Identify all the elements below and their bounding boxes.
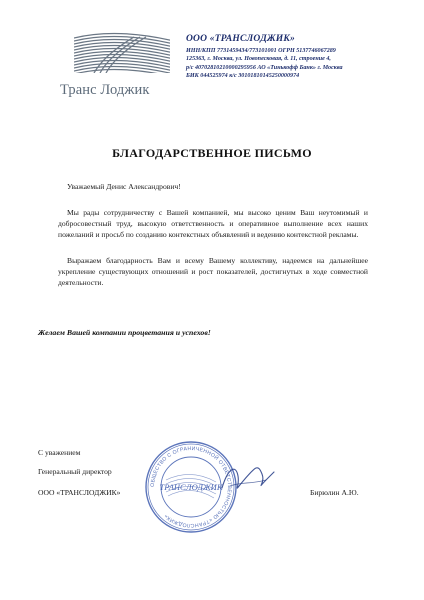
requisites-line: ИНН/КПП 7731459434/773101001 ОГРН 5137746067289 <box>186 48 336 54</box>
signer-name: Бирюлин А.Ю. <box>310 488 359 497</box>
signer-company: ООО «ТРАНСЛОДЖИК» <box>38 488 121 497</box>
requisites-line: БИК 044525974 к/с 30101810145250000974 <box>186 72 300 79</box>
header-company-name: ООО «ТРАНСЛОДЖИК» <box>186 34 295 44</box>
body-paragraph-1: Мы рады сотрудничеству с Вашей компанией, мы высоко ценим Ваш неутомимый и добросовестный труд, высокую ответственность и оперативное выполнение всех наших пожеланий и просьб по созданию контекстных объявлений и ведению контекстной рекламы. <box>58 208 368 240</box>
company-requisites <box>186 34 396 80</box>
requisites-line: 125363, г. Москва, ул. Новопесковая, д. 11, строение 4, <box>186 56 331 63</box>
company-logo <box>56 27 178 98</box>
logo-text: Транс Лоджик <box>60 82 150 98</box>
sign-off: С уважением <box>38 448 81 457</box>
stamp-outer-text: ОБЩЕСТВО С ОГРАНИЧЕННОЙ ОТВЕТСТВЕННОСТЬЮ «ТРАНСЛОДЖИК» <box>149 445 233 529</box>
stamp-center-text: ТРАНСЛОДЖИК <box>159 482 223 492</box>
requisites-line: р/с 40702810210000295956 АО «Тинькофф Банк» г. Москва <box>186 64 343 71</box>
letter-title: БЛАГОДАРСТВЕННОЕ ПИСЬМО <box>112 146 312 160</box>
signer-position: Генеральный директор <box>38 467 112 476</box>
body-paragraph-2: Выражаем благодарность Вам и всему Вашему коллективу, надеемся на дальнейшее укрепление существующих отношений и рост показателей, достигнутых в ходе совместной деятельности. <box>58 256 368 288</box>
logo-waves-icon <box>74 27 170 73</box>
salutation: Уважаемый Денис Александрович! <box>67 182 181 191</box>
closing-wishes: Желаем Вашей компании процветания и успехов! <box>38 328 211 337</box>
handwritten-signature <box>218 458 278 498</box>
